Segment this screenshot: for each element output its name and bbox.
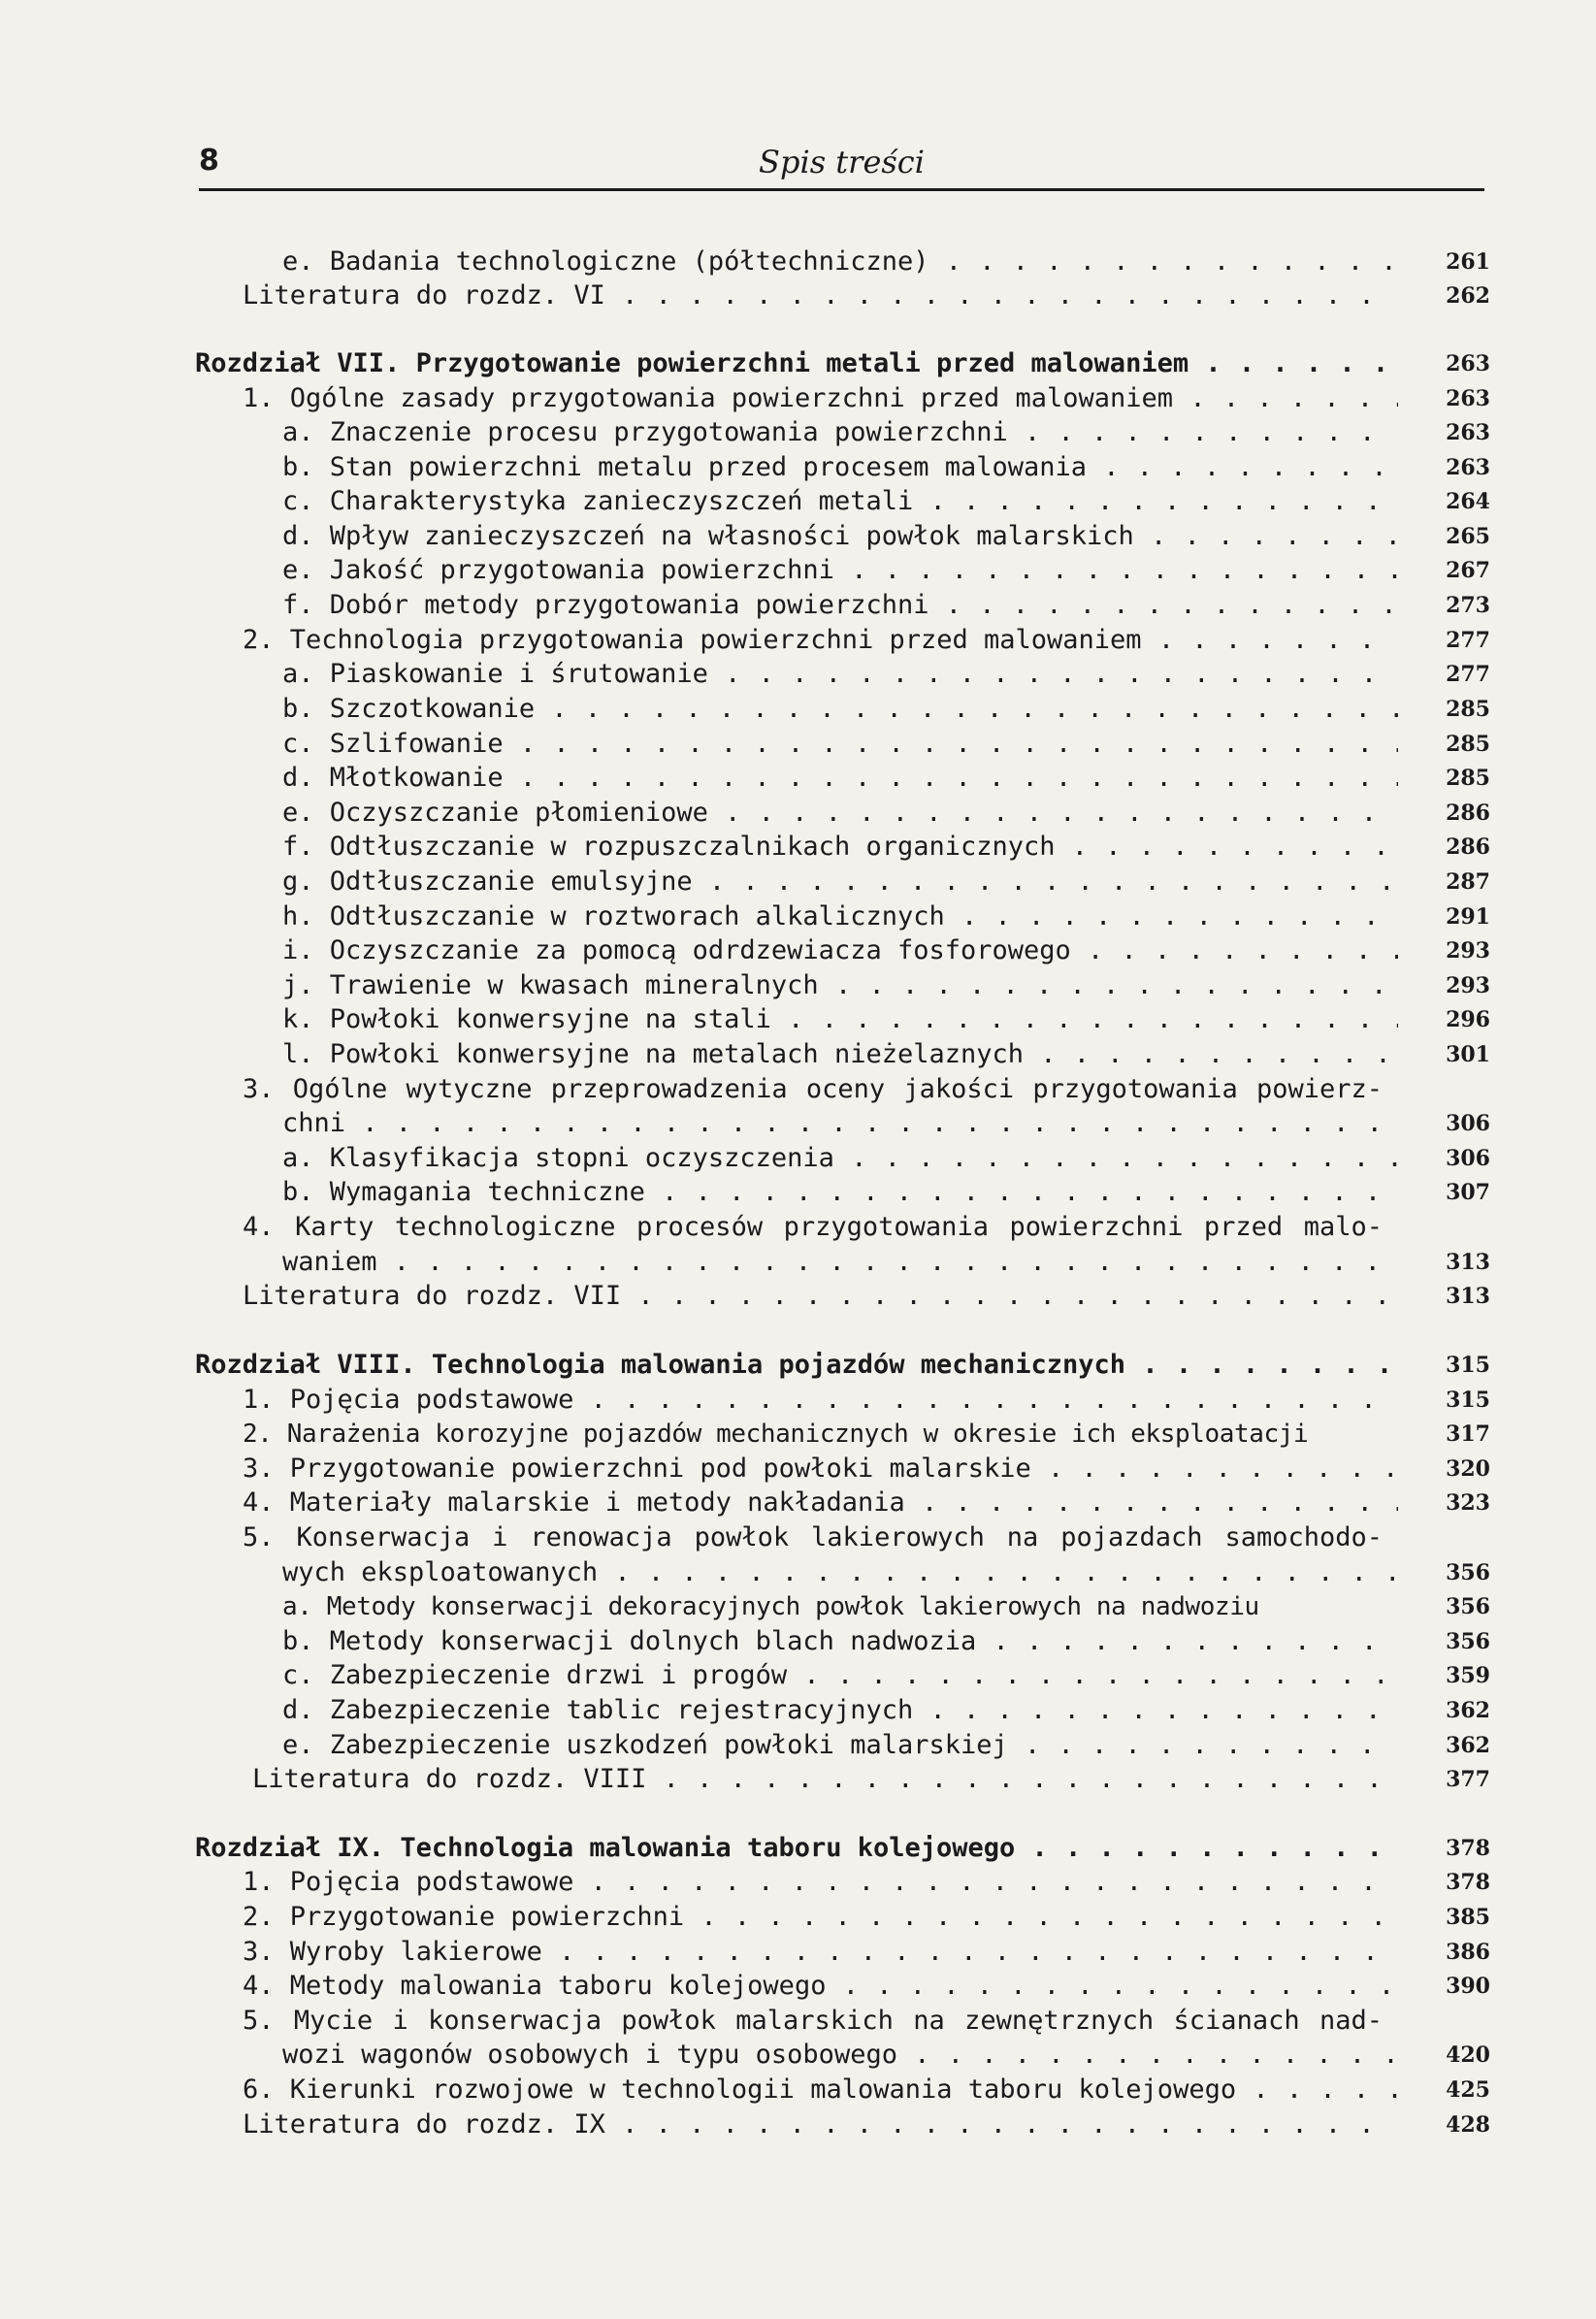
toc-entry-page: 317 [1446, 1421, 1490, 1447]
toc-entry-page: 356 [1446, 1560, 1490, 1585]
toc-entry-text: 2. Technologia przygotowania powierzchni przed malowaniem . . [243, 624, 1398, 657]
toc-entry-page: 296 [1446, 1007, 1490, 1032]
toc-entry-page: 378 [1446, 1870, 1490, 1895]
toc-entry-text: 4. Materiały malarskie i metody nakładania . . [243, 1486, 1398, 1519]
toc-entry-text: 2. Przygotowanie powierzchni . . [243, 1901, 1398, 1934]
toc-entry-page: 265 [1446, 524, 1490, 549]
toc-entry-page: 420 [1446, 2042, 1490, 2068]
toc-entry-text: c. Zabezpieczenie drzwi i progów . . [282, 1659, 1398, 1692]
toc-entry-page: 261 [1446, 249, 1490, 275]
page-number: 8 [199, 144, 219, 178]
toc-entry-text: e. Oczyszczanie płomieniowe . . [282, 797, 1398, 830]
toc-entry-page: 263 [1446, 386, 1490, 411]
toc-entry-text: e. Jakość przygotowania powierzchni . . [282, 554, 1398, 587]
toc-entry-page: 291 [1446, 904, 1490, 930]
toc-entry-page: 320 [1446, 1456, 1490, 1482]
toc-entry-page: 362 [1446, 1698, 1490, 1723]
toc-entry-text: b. Wymagania techniczne . . [282, 1176, 1398, 1209]
toc-entry-text: j. Trawienie w kwasach mineralnych . . [282, 969, 1398, 1002]
toc-entry-page: 356 [1446, 1629, 1490, 1654]
toc-entry-text: chni . . [282, 1107, 1398, 1140]
toc-chapter-heading: Rozdział VII. Przygotowanie powierzchni metali przed malowaniem . . [195, 347, 1398, 380]
toc-entry-page: 263 [1446, 351, 1490, 376]
toc-chapter-heading: Rozdział VIII. Technologia malowania pojazdów mechanicznych . . [195, 1349, 1398, 1382]
toc-entry-page: 273 [1446, 593, 1490, 618]
toc-entry-text: 1. Pojęcia podstawowe . . [243, 1384, 1398, 1417]
toc-entry-text: d. Młotkowanie . . [282, 762, 1398, 795]
toc-entry-page: 263 [1446, 420, 1490, 445]
toc-entry-text: e. Zabezpieczenie uszkodzeń powłoki malarskiej . . [282, 1729, 1398, 1762]
toc-entry-text: 3. Ogólne wytyczne przeprowadzenia oceny jakości przygotowania powierz- [243, 1074, 1383, 1104]
toc-chapter-heading: Rozdział IX. Technologia malowania taboru kolejowego . . [195, 1832, 1398, 1865]
toc-entry-text: i. Oczyszczanie za pomocą odrdzewiacza fosforowego . . [282, 934, 1398, 967]
toc-entry-page: 306 [1446, 1111, 1490, 1136]
toc-entry-page: 263 [1446, 455, 1490, 480]
toc-entry-page: 293 [1446, 938, 1490, 964]
toc-entry-text: 6. Kierunki rozwojowe w technologii malowania taboru kolejowego . . [243, 2074, 1398, 2107]
toc-entry-page: 362 [1446, 1733, 1490, 1758]
toc-entry-page: 277 [1446, 628, 1490, 653]
toc-entry-text: a. Piaskowanie i śrutowanie . . [282, 658, 1398, 691]
toc-entry-page: 306 [1446, 1146, 1490, 1171]
toc-entry-text: 1. Pojęcia podstawowe . . [243, 1866, 1398, 1899]
toc-entry-text: c. Szlifowanie . . [282, 728, 1398, 761]
toc-entry-text: c. Charakterystyka zanieczyszczeń metali . . [282, 485, 1398, 518]
toc-entry-page: 285 [1446, 732, 1490, 757]
toc-entry-page: 313 [1446, 1284, 1490, 1309]
toc-entry-page: 285 [1446, 766, 1490, 791]
toc-entry-page: 277 [1446, 662, 1490, 687]
header-rule [199, 188, 1484, 191]
toc-entry-page: 267 [1446, 558, 1490, 583]
toc-entry-text: 4. Metody malowania taboru kolejowego . . [243, 1970, 1398, 2003]
toc-entry-page: 378 [1446, 1836, 1490, 1861]
toc-entry-text: g. Odtłuszczanie emulsyjne . . [282, 866, 1398, 898]
toc-entry-text: 5. Mycie i konserwacja powłok malarskich na zewnętrznych ścianach nad- [243, 2006, 1383, 2036]
toc-entry-text: Literatura do rozdz. IX . . [243, 2108, 1398, 2141]
toc-entry-text: 5. Konserwacja i renowacja powłok lakierowych na pojazdach samochodo- [243, 1522, 1383, 1552]
toc-entry-page: 315 [1446, 1353, 1490, 1378]
toc-entry-text: a. Metody konserwacji dekoracyjnych powłok lakierowych na nadwoziu [282, 1592, 1259, 1621]
toc-entry-text: wych eksploatowanych . . [282, 1556, 1398, 1589]
toc-entry-text: 3. Wyroby lakierowe . . [243, 1936, 1398, 1969]
toc-entry-text: waniem . . [282, 1246, 1398, 1279]
toc-entry-text: e. Badania technologiczne (półtechniczne) . . [282, 245, 1398, 278]
toc-entry-page: 377 [1446, 1767, 1490, 1792]
toc-entry-text: a. Klasyfikacja stopni oczyszczenia . . [282, 1142, 1398, 1175]
toc-entry-text: d. Zabezpieczenie tablic rejestracyjnych . . [282, 1694, 1398, 1727]
toc-entry-text: f. Odtłuszczanie w rozpuszczalnikach organicznych . . [282, 831, 1398, 864]
toc-entry-page: 286 [1446, 800, 1490, 826]
toc-entry-page: 264 [1446, 489, 1490, 514]
toc-entry-page: 356 [1446, 1594, 1490, 1619]
toc-entry-text: wozi wagonów osobowych i typu osobowego . . [282, 2039, 1398, 2072]
toc-entry-text: a. Znaczenie procesu przygotowania powierzchni . . [282, 416, 1398, 449]
toc-entry-page: 286 [1446, 834, 1490, 860]
toc-entry-page: 285 [1446, 697, 1490, 722]
toc-entry-page: 262 [1446, 283, 1490, 309]
toc-entry-page: 301 [1446, 1042, 1490, 1067]
toc-entry-text: Literatura do rozdz. VII . . [243, 1280, 1398, 1313]
toc-entry-text: Literatura do rozdz. VIII . . [252, 1763, 1398, 1796]
toc-entry-page: 386 [1446, 1940, 1490, 1965]
running-title: Spis treści [759, 144, 925, 180]
toc-entry-text: l. Powłoki konwersyjne na metalach nieżelaznych . . [282, 1038, 1398, 1071]
toc-entry-text: b. Metody konserwacji dolnych blach nadwozia . . [282, 1625, 1398, 1658]
toc-entry-page: 323 [1446, 1490, 1490, 1516]
toc-entry-page: 359 [1446, 1663, 1490, 1688]
toc-entry-text: b. Stan powierzchni metalu przed procesem malowania . . [282, 451, 1398, 484]
toc-entry-text: 2. Narażenia korozyjne pojazdów mechanicznych w okresie ich eksploatacji [243, 1420, 1309, 1449]
toc-entry-page: 293 [1446, 973, 1490, 998]
toc-entry-text: 3. Przygotowanie powierzchni pod powłoki malarskie . . [243, 1453, 1398, 1486]
toc-entry-page: 307 [1446, 1180, 1490, 1205]
toc-entry-text: 1. Ogólne zasady przygotowania powierzchni przed malowaniem . . [243, 382, 1398, 415]
toc-entry-page: 425 [1446, 2077, 1490, 2103]
toc-entry-text: d. Wpływ zanieczyszczeń na własności powłok malarskich . . [282, 520, 1398, 553]
toc-entry-page: 385 [1446, 1905, 1490, 1930]
toc-entry-page: 390 [1446, 1974, 1490, 1999]
page-header [199, 144, 1484, 190]
toc-entry-text: 4. Karty technologiczne procesów przygotowania powierzchni przed malo- [243, 1212, 1383, 1242]
toc-entry-page: 428 [1446, 2112, 1490, 2138]
toc-entry-page: 313 [1446, 1250, 1490, 1275]
toc-entry-page: 315 [1446, 1388, 1490, 1413]
toc-entry-text: f. Dobór metody przygotowania powierzchni . . [282, 589, 1398, 622]
toc-entry-text: b. Szczotkowanie . . [282, 693, 1398, 726]
toc-entry-text: Literatura do rozdz. VI . . [243, 279, 1398, 312]
toc-entry-text: h. Odtłuszczanie w roztworach alkalicznych . . [282, 900, 1398, 933]
toc-entry-text: k. Powłoki konwersyjne na stali . . [282, 1003, 1398, 1036]
toc-entry-page: 287 [1446, 869, 1490, 895]
